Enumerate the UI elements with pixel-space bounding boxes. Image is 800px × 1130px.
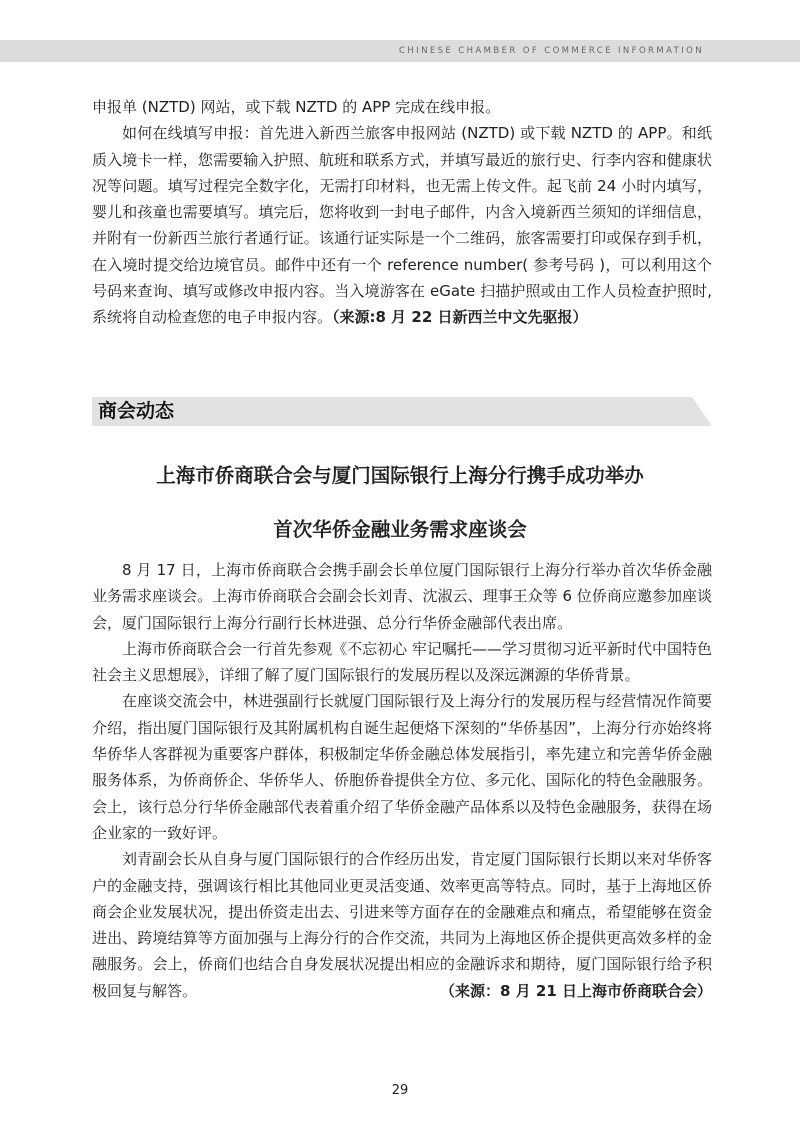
- article-body: [92, 557, 712, 1004]
- top-article: [92, 94, 712, 331]
- paragraph: 如何在线填写申报：首先进入新西兰旅客申报网站 (NZTD) 或下载 NZTD 的 APP。和纸质入境卡一样，您需要输入护照、航班和联系方式，并填写最近的旅行史、行李内容和健康状况等问题。填写过程完全数字化，无需打印材料，也无需上传文件。起飞前 24 小时内填写，婴儿和孩童也需要填写。填完后，您将收到一封电子邮件，内含入境新西兰须知的详细信息，并附有一份新西兰旅行者通行证。该通行证实际是一个二维码，旅客需要打印或保存到手机，在入境时提交给边境官员。邮件中还有一个 reference number( 参考号码 )，可以利用这个号码来查询、填写或修改申报内容。当入境游客在 eGate 扫描护照或由工作人员检查护照时,系统将自动检查您的电子申报内容。（来源:8 月 22 日新西兰中文先驱报）: [92, 124, 712, 327]
- article-title-line-2: 首次华侨金融业务需求座谈会: [273, 518, 527, 541]
- page-number: 29: [391, 1083, 409, 1098]
- paragraph: 8 月 17 日，上海市侨商联合会携手副会长单位厦门国际银行上海分行举办首次华侨金融业务需求座谈会。上海市侨商联合会副会长刘青、沈淑云、理事王众等 6 位侨商应邀参加座谈会，厦门国际银行上海分行副行长林进强、总分行华侨金融部代表出席。: [92, 561, 712, 632]
- paragraph: 在座谈交流会中，林进强副行长就厦门国际银行及上海分行的发展历程与经营情况作简要介绍，指出厦门国际银行及其附属机构自诞生起便烙下深刻的“华侨基因”，上海分行亦始终将华侨华人客群视为重要客户群体，积极制定华侨金融总体发展指引，率先建立和完善华侨金融服务体系，为侨商侨企、华侨华人、侨胞侨眷提供全方位、多元化、国际化的特色金融服务。会上，该行总分行华侨金融部代表着重介绍了华侨金融产品体系以及特色金融服务，获得在场企业家的一致好评。: [92, 692, 712, 842]
- section-header: [92, 397, 712, 426]
- paragraph: 申报单 (NZTD) 网站，或下载 NZTD 的 APP 完成在线申报。: [92, 98, 501, 116]
- paragraph: 上海市侨商联合会一行首先参观《不忘初心 牢记嘱托——学习贯彻习近平新时代中国特色社会主义思想展》，详细了解了厦门国际银行的发展历程以及深远渊源的华侨背景。: [92, 639, 712, 685]
- publication-name: CHINESE CHAMBER OF COMMERCE INFORMATION: [399, 46, 704, 56]
- article-title-line-1: 上海市侨商联合会与厦门国际银行上海分行携手成功举办: [156, 464, 644, 487]
- section-bar-shape: [92, 397, 712, 426]
- source-citation: （来源：8 月 21 日上海市侨商联合会）: [440, 981, 712, 1000]
- paragraph: 刘青副会长从自身与厦门国际银行的合作经历出发，肯定厦门国际银行长期以来对华侨客户的金融支持，强调该行相比其他同业更灵活变通、效率更高等特点。同时，基于上海地区侨商会企业发展状况，提出侨资走出去、引进来等方面存在的金融难点和痛点，希望能够在资金进出、跨境结算等方面加强与上海分行的合作交流，共同为上海地区侨企提供更高效多样的金融服务。会上，侨商们也结合自身发展状况提出相应的金融诉求和期待，厦门国际银行给予积极回复与解答。 （来源：8 月 21 日上海市侨商联合会）: [92, 846, 712, 1004]
- source-citation: （来源:8 月 22 日新西兰中文先驱报）: [332, 308, 588, 327]
- section-title: 商会动态: [98, 400, 175, 422]
